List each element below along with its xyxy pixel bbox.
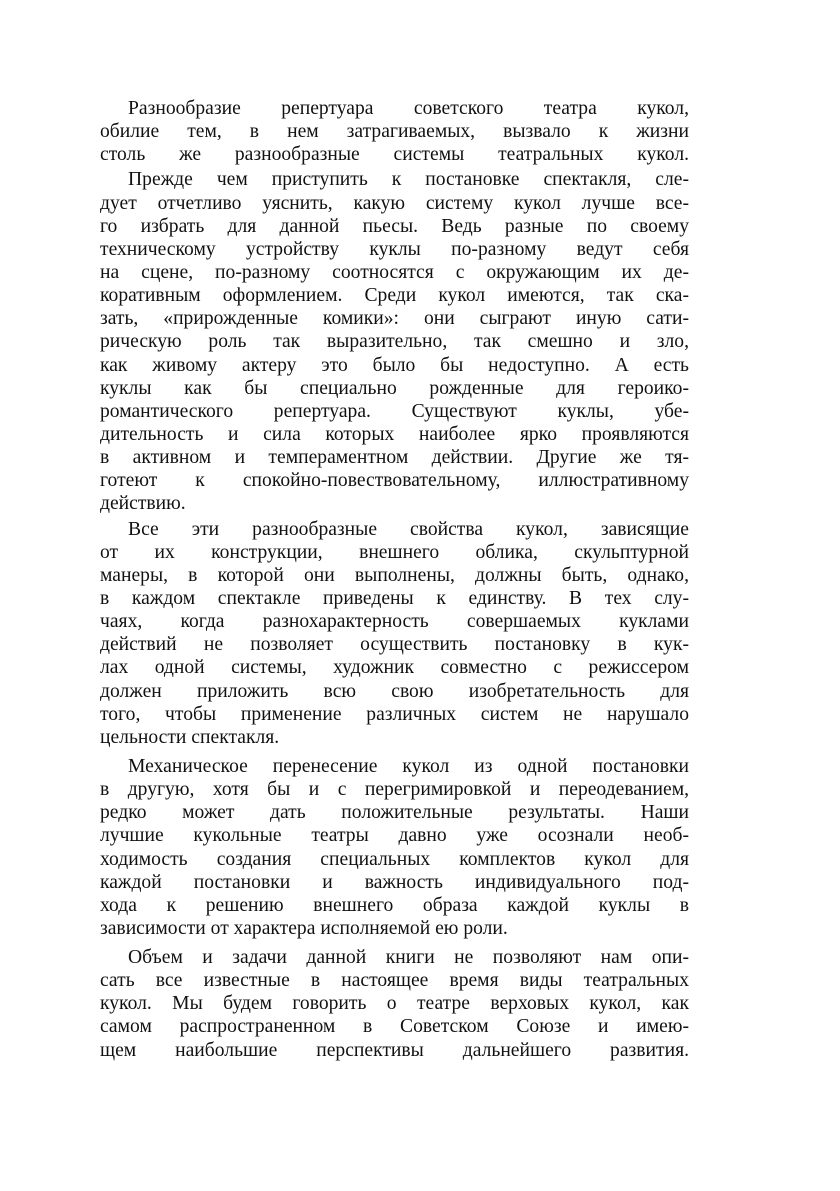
text-line: зависимости от характера исполняемой ею роли. (100, 917, 508, 939)
text-line: дительность и сила которых наиболее ярко проявляются (100, 423, 689, 445)
text-line: как живому актеру это было бы недоступно. А есть (100, 354, 689, 376)
text-line: техническому устройству куклы по-разному ведут себя (100, 238, 689, 260)
text-line: дует отчетливо уяснить, какую систему кукол лучше все- (100, 192, 689, 214)
text-line: Объем и задачи данной книги не позволяют нам опи- (128, 947, 689, 969)
text-line: сать все известные в настоящее время виды театральных (100, 970, 689, 992)
text-line: кукол. Мы будем говорить о театре верховых кукол, как (100, 993, 689, 1015)
text-line: готеют к спокойно-повествовательному, иллюстративному (100, 470, 689, 492)
text-line: обилие тем, в нем затрагиваемых, вызвало к жизни (100, 121, 689, 143)
text-line: романтического репертуара. Существуют куклы, убе- (100, 400, 689, 422)
text-line: ходимость создания специальных комплектов кукол для (100, 848, 689, 870)
paragraph-5 (100, 946, 689, 1062)
text-line: Все эти разнообразные свойства кукол, зависящие (128, 518, 689, 540)
text-line: действию. (100, 493, 186, 515)
text-line: Разнообразие репертуара советского театра кукол, (128, 98, 689, 119)
text-line: Прежде чем приступить к постановке спектакля, сле- (128, 169, 689, 191)
text-line: действий не позволяет осуществить постановку в кук- (100, 634, 689, 656)
text-line: от их конструкции, внешнего облика, скульптурной (100, 541, 689, 563)
text-line: манеры, в которой они выполнены, должны быть, однако, (100, 564, 689, 586)
text-line: зать, «прирожденные комики»: они сыграют иную сати- (100, 308, 689, 330)
text-line: самом распространенном в Советском Союзе и имею- (100, 1016, 689, 1038)
text-line: в каждом спектакле приведены к единству. В тех слу- (100, 587, 689, 609)
text-line: чаях, когда разнохарактерность совершаемых куклами (100, 611, 689, 633)
text-line: щем наибольшие перспективы дальнейшего развития. (100, 1039, 689, 1061)
paragraph-4 (100, 755, 689, 940)
text-line: цельности спектакля. (100, 726, 280, 748)
text-line: редко может дать положительные результаты. Наши (100, 802, 689, 824)
text-line: столь же разнообразные системы театральных кукол. (100, 144, 689, 166)
text-line: хода к решению внешнего образа каждой куклы в (100, 894, 689, 916)
text-line: на сцене, по-разному соотносятся с окружающим их де- (100, 261, 689, 283)
text-line: коративным оформлением. Среди кукол имеются, так ска- (100, 285, 689, 307)
paragraph-3 (100, 518, 689, 749)
text-line: должен приложить всю свою изобретательность для (100, 680, 689, 702)
text-line: каждой постановки и важность индивидуального под- (100, 871, 689, 893)
text-line: рическую роль так выразительно, так смешно и зло, (100, 331, 689, 353)
paragraph-2 (100, 168, 689, 515)
text-line: лучшие кукольные театры давно уже осознали необ- (100, 825, 689, 847)
text-line: в активном и темпераментном действии. Другие же тя- (100, 447, 689, 469)
text-line: лах одной системы, художник совместно с режиссером (100, 657, 689, 679)
text-line: в другую, хотя бы и с перегримировкой и переодеванием, (100, 779, 689, 801)
text-line: Механическое перенесение кукол из одной постановки (128, 755, 689, 777)
body-text (100, 97, 689, 1062)
paragraph-1 (100, 97, 689, 166)
text-line: куклы как бы специально рожденные для героико- (100, 377, 689, 399)
text-line: того, чтобы применение различных систем не нарушало (100, 703, 689, 725)
text-line: го избрать для данной пьесы. Ведь разные по своему (100, 215, 689, 237)
